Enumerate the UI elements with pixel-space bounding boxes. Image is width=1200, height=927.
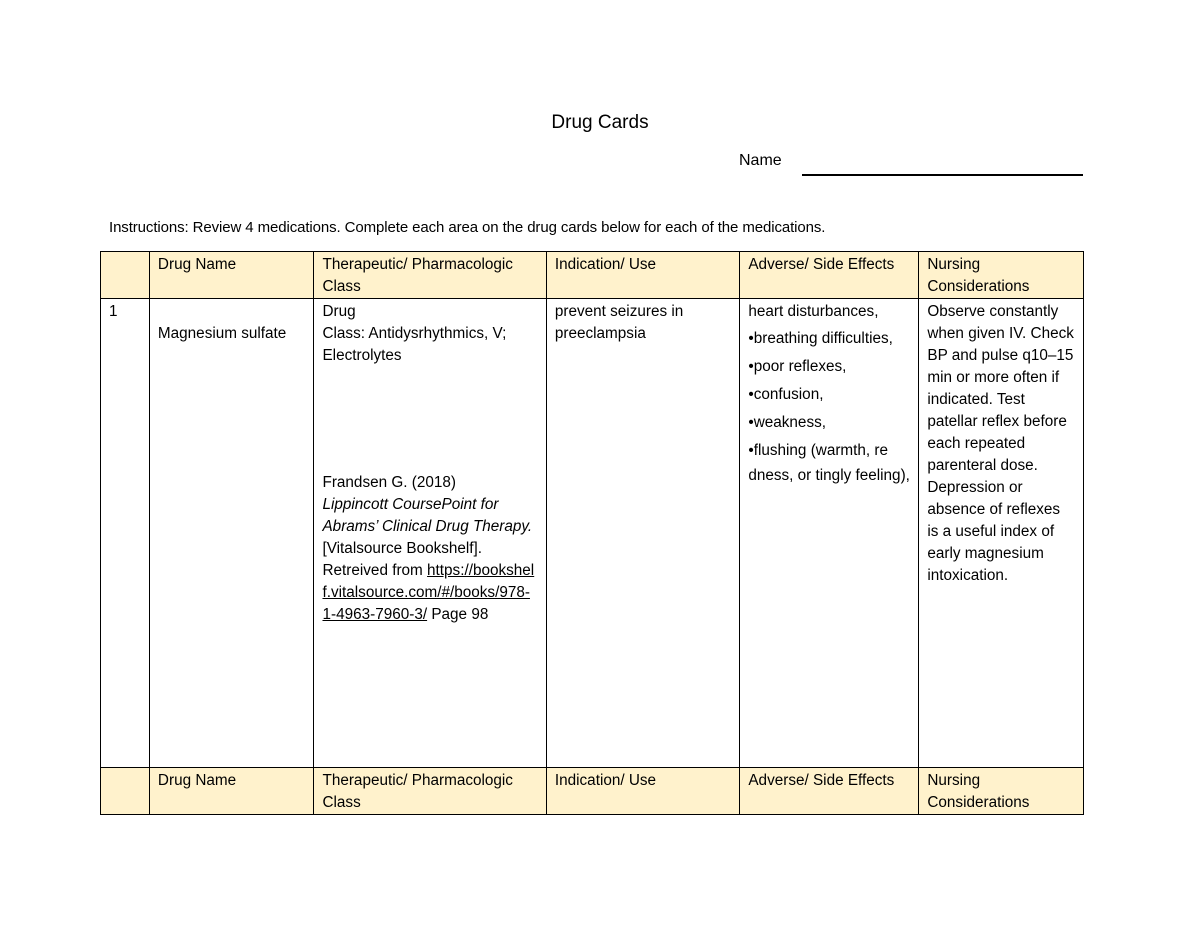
header-nursing <box>919 252 1084 299</box>
indication-line: prevent seizures in <box>554 303 684 320</box>
header-nursing-line1: Nursing <box>927 256 981 273</box>
reference-publisher: [Vitalsource Bookshelf]. Retreived from <box>322 540 483 579</box>
header-index-cell <box>101 252 150 299</box>
header-drug-name: Drug Name <box>149 768 314 815</box>
header-adverse: Adverse/ Side Effects <box>740 252 919 299</box>
header-nursing-line2: Considerations <box>927 278 1030 295</box>
header-class-line2: Class <box>322 278 361 295</box>
header-class <box>314 252 546 299</box>
row-index: 1 <box>101 299 150 768</box>
adverse-item: •breathing difficulties, <box>748 330 893 347</box>
page-title: Drug Cards <box>551 112 649 133</box>
header-nursing <box>919 768 1084 815</box>
adverse-item: •weakness, <box>748 414 826 431</box>
reference-link[interactable]: https://bookshelf.vitalsource.com/#/books/978-1-4963-7960-3/ <box>322 562 535 623</box>
reference-page: Page 98 <box>431 606 489 623</box>
header-index-cell <box>101 768 150 815</box>
instructions-text: Instructions: Review 4 medications. Complete each area on the drug cards below for each of the medications. <box>109 219 826 236</box>
name-label: Name <box>739 152 782 169</box>
adverse-cell <box>740 299 919 768</box>
header-indication: Indication/ Use <box>546 768 739 815</box>
header-row-2 <box>101 768 1084 815</box>
reference-title: Lippincott CoursePoint for Abrams’ Clinical Drug Therapy. <box>322 496 533 535</box>
header-drug-name: Drug Name <box>149 252 314 299</box>
header-nursing-line1: Nursing <box>927 772 981 789</box>
drug-cards-table <box>100 251 1084 815</box>
header-class-line1: Therapeutic/ Pharmacologic <box>322 256 513 273</box>
drug-name-value: Magnesium sulfate <box>157 325 287 342</box>
adverse-item: •confusion, <box>748 386 824 403</box>
class-line: Electrolytes <box>322 347 402 364</box>
drug-class-cell <box>314 299 546 768</box>
drug-row <box>101 299 1084 768</box>
header-class-line2: Class <box>322 794 361 811</box>
adverse-item: heart disturbances, <box>748 303 879 320</box>
class-line: Class: Antidysrhythmics, V; <box>322 325 507 342</box>
header-row <box>101 252 1084 299</box>
name-field-line[interactable] <box>802 174 1083 176</box>
header-indication: Indication/ Use <box>546 252 739 299</box>
adverse-item: •flushing (warmth, re dness, or tingly feeling), <box>748 442 910 484</box>
drug-name-cell <box>149 299 314 768</box>
class-line: Drug <box>322 303 356 320</box>
reference-citation <box>322 472 537 626</box>
indication-cell <box>546 299 739 768</box>
reference-author: Frandsen G. (2018) <box>322 474 456 491</box>
header-class-line1: Therapeutic/ Pharmacologic <box>322 772 513 789</box>
nursing-cell: Observe constantly when given IV. Check BP and pulse q10–15 min or more often if indicated. Test patellar reflex before each repeated parenteral dose. Depression or absence of reflexes is a useful index of early magnesium intoxication. <box>919 299 1084 768</box>
header-nursing-line2: Considerations <box>927 794 1030 811</box>
header-adverse: Adverse/ Side Effects <box>740 768 919 815</box>
adverse-item: •poor reflexes, <box>748 358 847 375</box>
indication-line: preeclampsia <box>554 325 646 342</box>
header-class <box>314 768 546 815</box>
